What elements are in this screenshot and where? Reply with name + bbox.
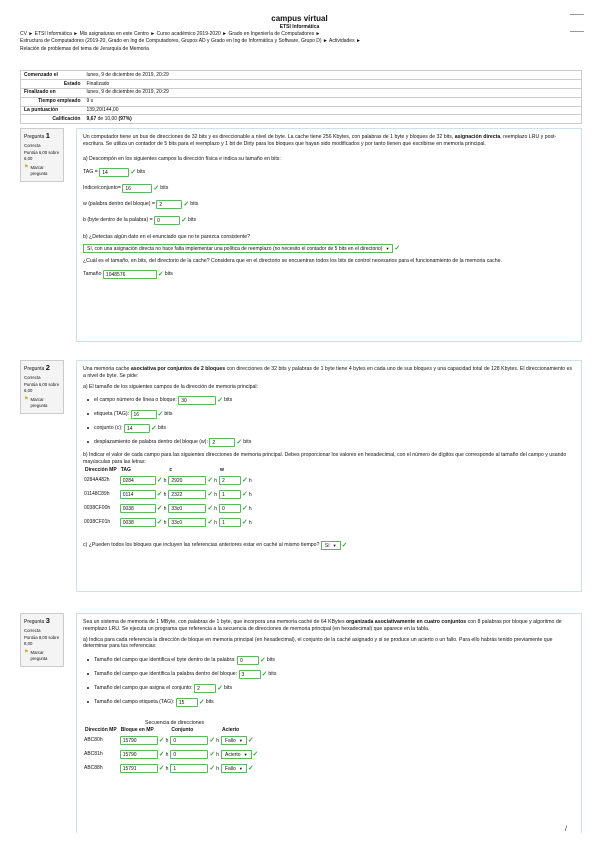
answer-input[interactable]: 15790 (120, 750, 158, 759)
field-row: w (palabra dentro del bloque) = 2 ✓ bits (83, 200, 199, 208)
page-mark: / (565, 826, 567, 833)
column-header: Bloque en MP (120, 726, 154, 733)
list-item: desplazamiento de palabra dentro del bloque (w): 2 ✓ bits (83, 436, 575, 448)
check-icon: ✓ (261, 670, 268, 678)
school-name: ETSI Informática (279, 24, 320, 31)
summary-row (21, 71, 582, 80)
table-row: ABC80h 15790 ✓h 0 ✓h Fallo ▼ ✓ (84, 736, 254, 744)
summary-row (21, 97, 582, 106)
flag-icon: ⚑ (24, 649, 29, 656)
question-text: Sea un sistema de memoria de 1 MByte, con palabras de 1 byte, que incorpora una memoria caché de 64 KBytes organizada asociativamente en cuatro conjuntos con 8 palabras por bloque y algoritmo de reemplazo LRU. Se ejecuta un programa que referencia a la secuencia de direcciones de memoria principal (en hexadecimal) que aparece en la tabla. (83, 619, 562, 632)
site-header (0, 0, 599, 31)
question-info (20, 613, 64, 667)
answer-input[interactable]: 0 (219, 504, 241, 513)
answer-input[interactable]: 15 (176, 698, 198, 707)
question-info (20, 360, 64, 414)
answer-input[interactable]: 33c0 (168, 504, 206, 513)
list-item: el campo número de línea o bloque: 30 ✓ bits (83, 394, 575, 406)
breadcrumb-line[interactable]: Relación de problemas del tema de Jerarquía de Memoria (20, 45, 149, 52)
summary-value: 139,20/144,00 (84, 106, 582, 115)
summary-value: Finalizado (84, 79, 582, 88)
question-status: Correcta (24, 142, 41, 148)
summary-value: lunes, 9 de diciembre de 2019, 20:29 (84, 88, 582, 97)
question-content (76, 613, 582, 833)
answer-input[interactable]: 30 (178, 396, 216, 405)
grade-percent: (97%) (118, 116, 132, 123)
answer-input[interactable]: 0038 (120, 504, 156, 513)
answer-input[interactable]: 0 (170, 750, 208, 759)
question-number: Pregunta 3 (24, 616, 50, 625)
part-c-text: c) ¿Pueden todos los bloques que incluyen las referencias anteriores estar en caché al mismo tiempo? (83, 541, 320, 548)
check-icon: ✓ (183, 200, 190, 208)
dropdown-arrow-icon: ▼ (238, 737, 243, 743)
question-info (20, 128, 64, 182)
breadcrumb (20, 31, 580, 53)
answer-input[interactable]: 0 (170, 736, 208, 745)
table-caption: Secuencia de direcciones (145, 720, 205, 726)
list-item: Tamaño del campo que identifica la palabra dentro del bloque: 3 ✓ bits (83, 668, 575, 680)
answer-input[interactable]: 2 (219, 476, 241, 485)
part-a-text: a) Indica para cada referencia la dirección de bloque en memoria principal (en hexadecimal), el conjunto de la caché asignado y si se produce un acierto o un fallo. Para ello habrás tenido previamente que determinar para tus referencias: (83, 636, 553, 650)
field-row: b (byte dentro de la palabra) = 0 ✓ bits (83, 216, 197, 224)
table-row: ABC81h 15790 ✓h 0 ✓h Acierto ▼ ✓ (84, 750, 259, 758)
answer-input[interactable]: 1 (170, 764, 208, 773)
field-row: TAG = 14 ✓ bits (83, 168, 146, 176)
question-number: Pregunta 2 (24, 363, 50, 372)
part-b-text: b) Indicar el valor de cada campo para las siguientes direcciones de memoria principal. Debes proporcionar los valores en hexadecimal, con el número de dígitos que corresponde al tamaño del campo y usando mayúsculas para las letras: (83, 452, 567, 465)
select-row (83, 539, 575, 551)
answer-input[interactable]: 0114 (120, 490, 156, 499)
table-row: ABC88h 15791 ✓h 1 ✓h Fallo ▼ ✓ (84, 764, 254, 772)
column-header: Acierto (222, 726, 240, 733)
check-icon: ✓ (217, 684, 223, 692)
check-icon: ✓ (341, 541, 348, 549)
list-item: etiqueta (TAG): 16 ✓ bits (83, 408, 575, 420)
part-b-text: b) ¿Detectas algún dato en el enunciado que no te parezca consistente? (83, 234, 250, 241)
column-header: TAG (120, 466, 131, 473)
select-row (83, 242, 575, 254)
list-item: Tamaño del campo que identifica el byte dentro de la palabra: 0 ✓ bits (83, 654, 575, 666)
dropdown-arrow-icon: ▼ (243, 751, 248, 757)
summary-key: Estado (21, 79, 84, 88)
list-item: conjunto (c): 14 ✓ bits (83, 422, 575, 434)
question-points: Puntúa 8,00 sobre 8,00 (24, 635, 60, 646)
check-icon: ✓ (217, 396, 224, 404)
site-title: campus virtual (271, 14, 328, 23)
answer-input[interactable]: 1048576 (103, 270, 157, 279)
field-label: Tamaño (83, 271, 102, 278)
check-icon: ✓ (198, 698, 205, 706)
question-status: Correcta (24, 627, 41, 633)
answer-input[interactable]: 0038 (120, 518, 156, 527)
column-header: Dirección MP (85, 726, 117, 733)
answer-input[interactable]: 16 (122, 184, 152, 193)
check-icon: ✓ (157, 271, 164, 279)
summary-row (21, 79, 582, 88)
column-header: c (169, 466, 173, 473)
part-a-text: a) Descompón en los siguientes campos la dirección física e indica su tamaño en bits: (83, 155, 281, 162)
answer-select[interactable]: Sí ▼ (321, 541, 341, 550)
column-header: Conjunto (171, 726, 194, 733)
attempt-summary-table (20, 70, 582, 124)
summary-row (21, 115, 582, 124)
dropdown-arrow-icon: ▼ (238, 765, 243, 771)
answer-input[interactable]: 0 (237, 656, 259, 665)
check-icon: ✓ (260, 656, 266, 664)
answer-input[interactable]: 16 (131, 410, 157, 419)
flag-icon: ⚑ (24, 396, 29, 403)
breadcrumb-line[interactable]: Estructura de Computadores (2019-20, Grado en Ing de Computadores, Grupos AD y Grado en Ing de Informática y Software, Grupo D) ► Actividades ► (20, 38, 361, 45)
summary-value: lunes, 9 de diciembre de 2019, 20:29 (86, 71, 169, 78)
list-item: Tamaño del campo etiqueta (TAG): 15 ✓ bits (83, 696, 575, 708)
field-list (83, 654, 575, 708)
grade-max: de 10,00 (96, 116, 119, 123)
answer-input[interactable]: 1 (219, 490, 241, 499)
part-a-text: a) El tamaño de los siguientes campos de la dirección de memoria principal: (83, 383, 259, 390)
answer-input[interactable]: 1 (219, 518, 241, 527)
dropdown-arrow-icon: ▼ (385, 245, 390, 251)
dropdown-arrow-icon: ▼ (332, 542, 337, 548)
flag-question-button[interactable]: ⚑ Marcar pregunta (24, 396, 48, 409)
answer-input[interactable]: 33c0 (168, 518, 206, 527)
question-text: Una memoria cache asociativa por conjuntos de 2 bloques con direcciones de 32 bits y palabras de 1 byte tiene 4 bytes en cada uno de sus bloques y una capacidad total de 128 Kbytes. El direccionamiento es a nivel de byte. Se pide: (83, 366, 573, 379)
check-icon: ✓ (181, 216, 187, 224)
answer-input[interactable]: 2920 (168, 476, 206, 485)
summary-row (21, 88, 582, 97)
check-icon: ✓ (157, 410, 164, 418)
field-label: Indice/conjunto= (83, 184, 121, 191)
question-points: Puntúa 6,00 sobre 6,00 (24, 382, 60, 393)
field-label: w (palabra dentro del bloque) = (83, 200, 155, 207)
answer-input[interactable]: 14 (99, 168, 129, 177)
column-header: Dirección MP (85, 466, 117, 473)
answer-select[interactable]: Fallo ▼ (221, 764, 247, 773)
table-row: 0038CF01h 0038 ✓h 33c0 ✓h 1 ✓h (84, 518, 252, 526)
summary-key: Tiempo empleado (21, 97, 84, 106)
table-row: 01148C89h 0114 ✓h 2322 ✓h 1 ✓h (84, 490, 252, 498)
field-label: TAG = (83, 168, 98, 175)
table-row: 0038CF00h 0038 ✓h 33c0 ✓h 0 ✓h (84, 504, 252, 512)
answer-input[interactable]: 3 (239, 670, 261, 679)
check-icon: ✓ (153, 184, 160, 192)
answer-input[interactable]: 2 (209, 438, 235, 447)
answer-input[interactable]: 2322 (168, 490, 206, 499)
summary-key: La puntuación (21, 106, 84, 115)
check-icon: ✓ (130, 168, 137, 176)
question-status: Correcta (24, 374, 41, 380)
summary-row (21, 106, 582, 115)
answer-input[interactable]: 15791 (120, 764, 158, 773)
menu-line-icon (570, 14, 584, 15)
grade-value: 9,67 (86, 116, 97, 123)
flag-question-button[interactable]: ⚑ Marcar pregunta (24, 164, 48, 177)
question-points: Puntúa 6,00 sobre 6,00 (24, 150, 60, 161)
field-row: Indice/conjunto= 16 ✓ bits (83, 184, 169, 192)
answer-input[interactable]: 2 (194, 684, 216, 693)
answer-select[interactable]: Acierto ▼ (221, 750, 252, 759)
field-label: b (byte dentro de la palabra) = (83, 216, 153, 223)
list-item: Tamaño del campo que asigna el conjunto: 2 ✓ bits (83, 682, 575, 694)
flag-question-button[interactable]: ⚑ Marcar pregunta (24, 649, 48, 662)
answer-input[interactable]: 0 (154, 216, 180, 225)
question-number: Pregunta 1 (24, 131, 50, 140)
check-icon: ✓ (394, 244, 401, 252)
check-icon: ✓ (236, 438, 243, 446)
answer-select[interactable]: Fallo ▼ (221, 736, 247, 745)
answer-input[interactable]: 15790 (120, 736, 158, 745)
summary-value: 9 s (84, 97, 582, 106)
column-header: w (220, 466, 224, 473)
flag-icon: ⚑ (24, 164, 29, 171)
answer-grid (83, 467, 253, 530)
answer-grid (83, 727, 260, 776)
summary-key: Finalizado en (21, 88, 84, 97)
question-text: Un computador tiene un bus de direcciones de 32 bits y es direccionable a nivel de byte. La cache tiene 256 Kbytes, con palabras de 1 byte y bloques de 32 bits, asignación directa, reemplazo LRU y post-escritura. Se utiliza un contador de 5 bits para el reemplazo y 1 bit de Dirty para los bloques que hayan sido modificados y por tanto tienen que escribirse en memoria principal. (83, 134, 557, 147)
summary-key: Comenzado el (24, 71, 58, 78)
field-list (83, 394, 575, 448)
check-icon: ✓ (151, 424, 157, 432)
question-content (76, 360, 582, 592)
summary-value (84, 115, 582, 124)
breadcrumb-line[interactable]: CV ► ETSI Informática ► Mis asignaturas en este Centro ► Curso académico 2019-2020 ► Grado en Ingeniería de Computadores ► (20, 31, 321, 37)
summary-key: Calificación (21, 115, 84, 124)
part-c-text: ¿Cuál es el tamaño, en bits, del directorio de la cache? Considera que en el directorio se encuentran todos los bits de control necesarios para el funcionamiento de la memoria cache. (83, 258, 502, 264)
answer-input[interactable]: 0284 (120, 476, 156, 485)
table-row: 0284A482h 0284 ✓h 2920 ✓h 2 ✓h (84, 476, 252, 484)
answer-select[interactable]: Sí, con una asignación directa no hace falta implementar una política de reemplazo (no necesito el contador de 5 bits en el directorio) ▼ (83, 244, 393, 253)
field-row: Tamaño 1048576 ✓ bits (83, 271, 173, 279)
question-content (76, 128, 582, 342)
answer-input[interactable]: 2 (156, 200, 182, 209)
answer-input[interactable]: 14 (124, 424, 150, 433)
